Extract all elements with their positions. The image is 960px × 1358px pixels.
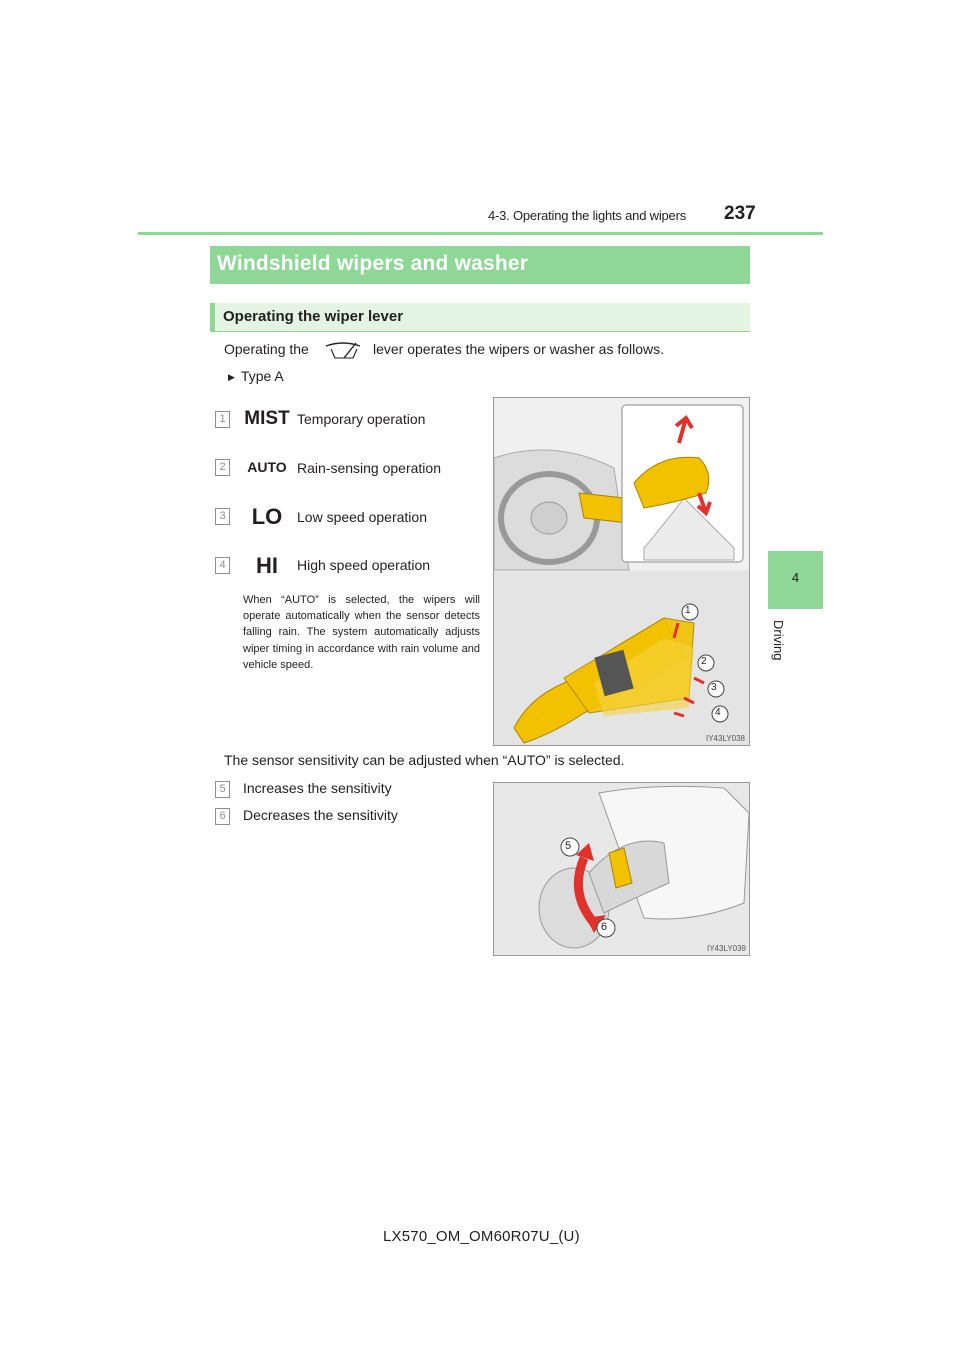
mist-symbol: MIST [244,408,290,429]
subsection-title: Operating the wiper lever [223,308,404,325]
hi-symbol: HI [256,553,278,578]
chapter-label: Driving [771,620,786,661]
lo-symbol: LO [251,504,283,529]
figure-callout: 5 [565,840,572,852]
operation-label: Temporary operation [297,411,426,427]
callout-badge: 6 [215,808,230,825]
callout-badge: 4 [215,557,230,574]
windshield-wiper-icon [322,338,364,360]
wiper-lever-illustration [494,398,750,746]
figure-callout: 6 [601,921,608,933]
chapter-number: 4 [791,570,800,585]
figure-callout: 1 [685,605,691,616]
sensitivity-label: Increases the sensitivity [243,780,392,796]
chapter-label-wrap [770,620,790,680]
document-footer: LX570_OM_OM60R07U_(U) [383,1228,580,1245]
intro-text-end: lever operates the wipers or washer as follows. [373,341,665,357]
type-label-text: Type A [240,368,284,384]
section-header: 4-3. Operating the lights and wipers [487,208,686,223]
page-number: 237 [724,203,756,224]
callout-badge: 3 [215,508,230,525]
callout-badge: 2 [215,459,230,476]
figure-code: IY43LY039 [707,944,746,953]
operation-label: Low speed operation [297,509,427,525]
type-label [228,368,284,384]
sensitivity-figure [493,782,750,956]
triangle-right-icon: ▶ [228,372,235,382]
wiper-lever-figure [493,397,750,746]
operation-label: Rain-sensing operation [297,460,441,476]
header-rule [138,232,823,235]
section-title-bar [210,246,750,284]
figure-callout: 4 [715,707,721,718]
sensitivity-label: Decreases the sensitivity [243,807,398,823]
callout-badge: 5 [215,781,230,798]
auto-symbol: AUTO [247,459,287,475]
auto-note: When “AUTO” is selected, the wipers will operate automatically when the sensor detects falling rain. The system automatically adjusts wiper timing in accordance with rain volume and vehicle speed. [243,594,480,671]
section-title: Windshield wipers and washer [217,252,529,275]
sensitivity-intro: The sensor sensitivity can be adjusted when “AUTO” is selected. [224,752,625,768]
sensitivity-illustration [494,783,750,956]
operation-label: High speed operation [297,557,431,573]
callout-badge: 1 [215,411,230,428]
intro-text-start: Operating the [224,341,309,357]
figure-callout: 2 [701,656,707,667]
figure-code: IY43LY038 [706,734,745,743]
subsection-title-bar [210,303,750,332]
figure-callout: 3 [711,682,717,693]
